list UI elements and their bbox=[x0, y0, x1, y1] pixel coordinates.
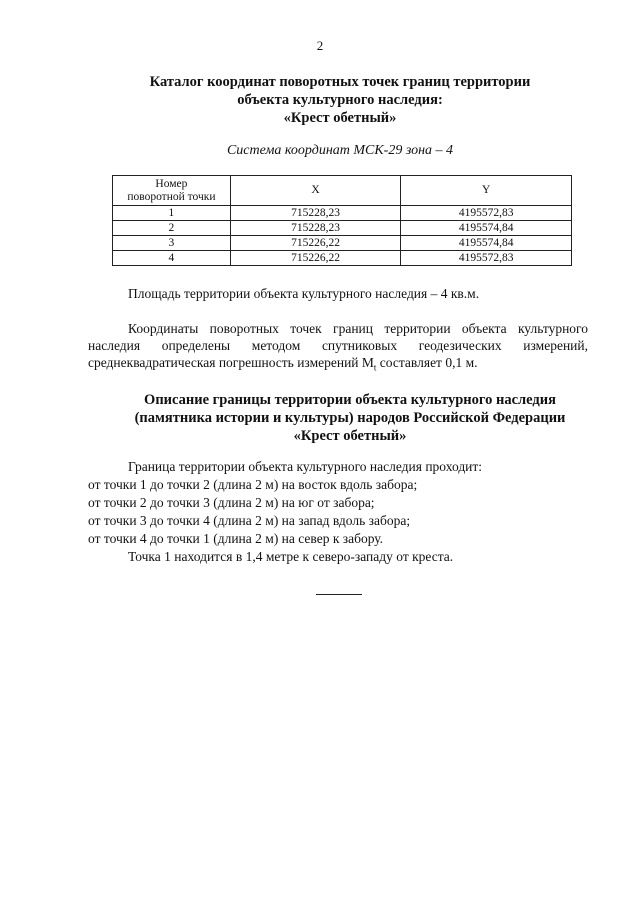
cell-point: 4 bbox=[113, 251, 231, 266]
cell-point: 3 bbox=[113, 236, 231, 251]
method-subscript: t bbox=[373, 362, 377, 373]
coordinate-system-label: Система координат МСК-29 зона – 4 bbox=[226, 143, 454, 158]
coordinates-table bbox=[112, 175, 572, 266]
description-title bbox=[0, 391, 640, 445]
cell-x: 715228,23 bbox=[230, 221, 401, 236]
description-title-line: Описание границы территории объекта культурного наследия bbox=[144, 392, 556, 408]
cell-x: 715226,22 bbox=[230, 236, 401, 251]
cell-point: 2 bbox=[113, 221, 231, 236]
description-title-line: «Крест обетный» bbox=[293, 428, 407, 444]
page-number: 2 bbox=[316, 38, 324, 53]
cell-x: 715226,22 bbox=[230, 251, 401, 266]
method-text: Координаты поворотных точек границ территории объекта культурного наследия определены методом спутниковых геодезических измерений, среднеквадратическая погрешность измерений M bbox=[88, 321, 588, 370]
table-row bbox=[113, 251, 572, 266]
boundary-line: от точки 1 до точки 2 (длина 2 м) на восток вдоль забора; bbox=[88, 477, 418, 492]
boundary-line: от точки 4 до точки 1 (длина 2 м) на север к забору. bbox=[88, 531, 384, 546]
cell-y: 4195574,84 bbox=[401, 221, 572, 236]
boundary-description bbox=[88, 458, 588, 566]
method-statement bbox=[88, 320, 588, 377]
description-title-line: (памятника истории и культуры) народов Российской Федерации bbox=[134, 410, 566, 426]
table-row bbox=[113, 206, 572, 221]
table-header-row bbox=[113, 176, 572, 206]
catalog-title-line: объекта культурного наследия: bbox=[237, 92, 443, 108]
header-point-line: поворотной точки bbox=[127, 190, 216, 203]
cell-point: 1 bbox=[113, 206, 231, 221]
boundary-line: от точки 3 до точки 4 (длина 2 м) на запад вдоль забора; bbox=[88, 513, 411, 528]
cell-y: 4195572,83 bbox=[401, 251, 572, 266]
catalog-title bbox=[0, 73, 640, 127]
area-statement: Площадь территории объекта культурного наследия – 4 кв.м. bbox=[128, 286, 480, 301]
catalog-title-line: Каталог координат поворотных точек границ территории bbox=[149, 74, 531, 90]
end-divider bbox=[316, 594, 362, 595]
cell-y: 4195574,84 bbox=[401, 236, 572, 251]
table-row bbox=[113, 236, 572, 251]
header-y: Y bbox=[401, 176, 572, 206]
cell-y: 4195572,83 bbox=[401, 206, 572, 221]
header-point-number bbox=[113, 176, 231, 206]
catalog-title-line: «Крест обетный» bbox=[283, 110, 397, 126]
boundary-line: от точки 2 до точки 3 (длина 2 м) на юг от забора; bbox=[88, 495, 375, 510]
header-point-line: Номер bbox=[155, 177, 188, 190]
method-text-end: составляет 0,1 м. bbox=[376, 355, 478, 370]
cell-x: 715228,23 bbox=[230, 206, 401, 221]
boundary-line: Граница территории объекта культурного наследия проходит: bbox=[128, 459, 483, 474]
header-x: X bbox=[230, 176, 401, 206]
table-row bbox=[113, 221, 572, 236]
boundary-line: Точка 1 находится в 1,4 метре к северо-западу от креста. bbox=[128, 549, 454, 564]
